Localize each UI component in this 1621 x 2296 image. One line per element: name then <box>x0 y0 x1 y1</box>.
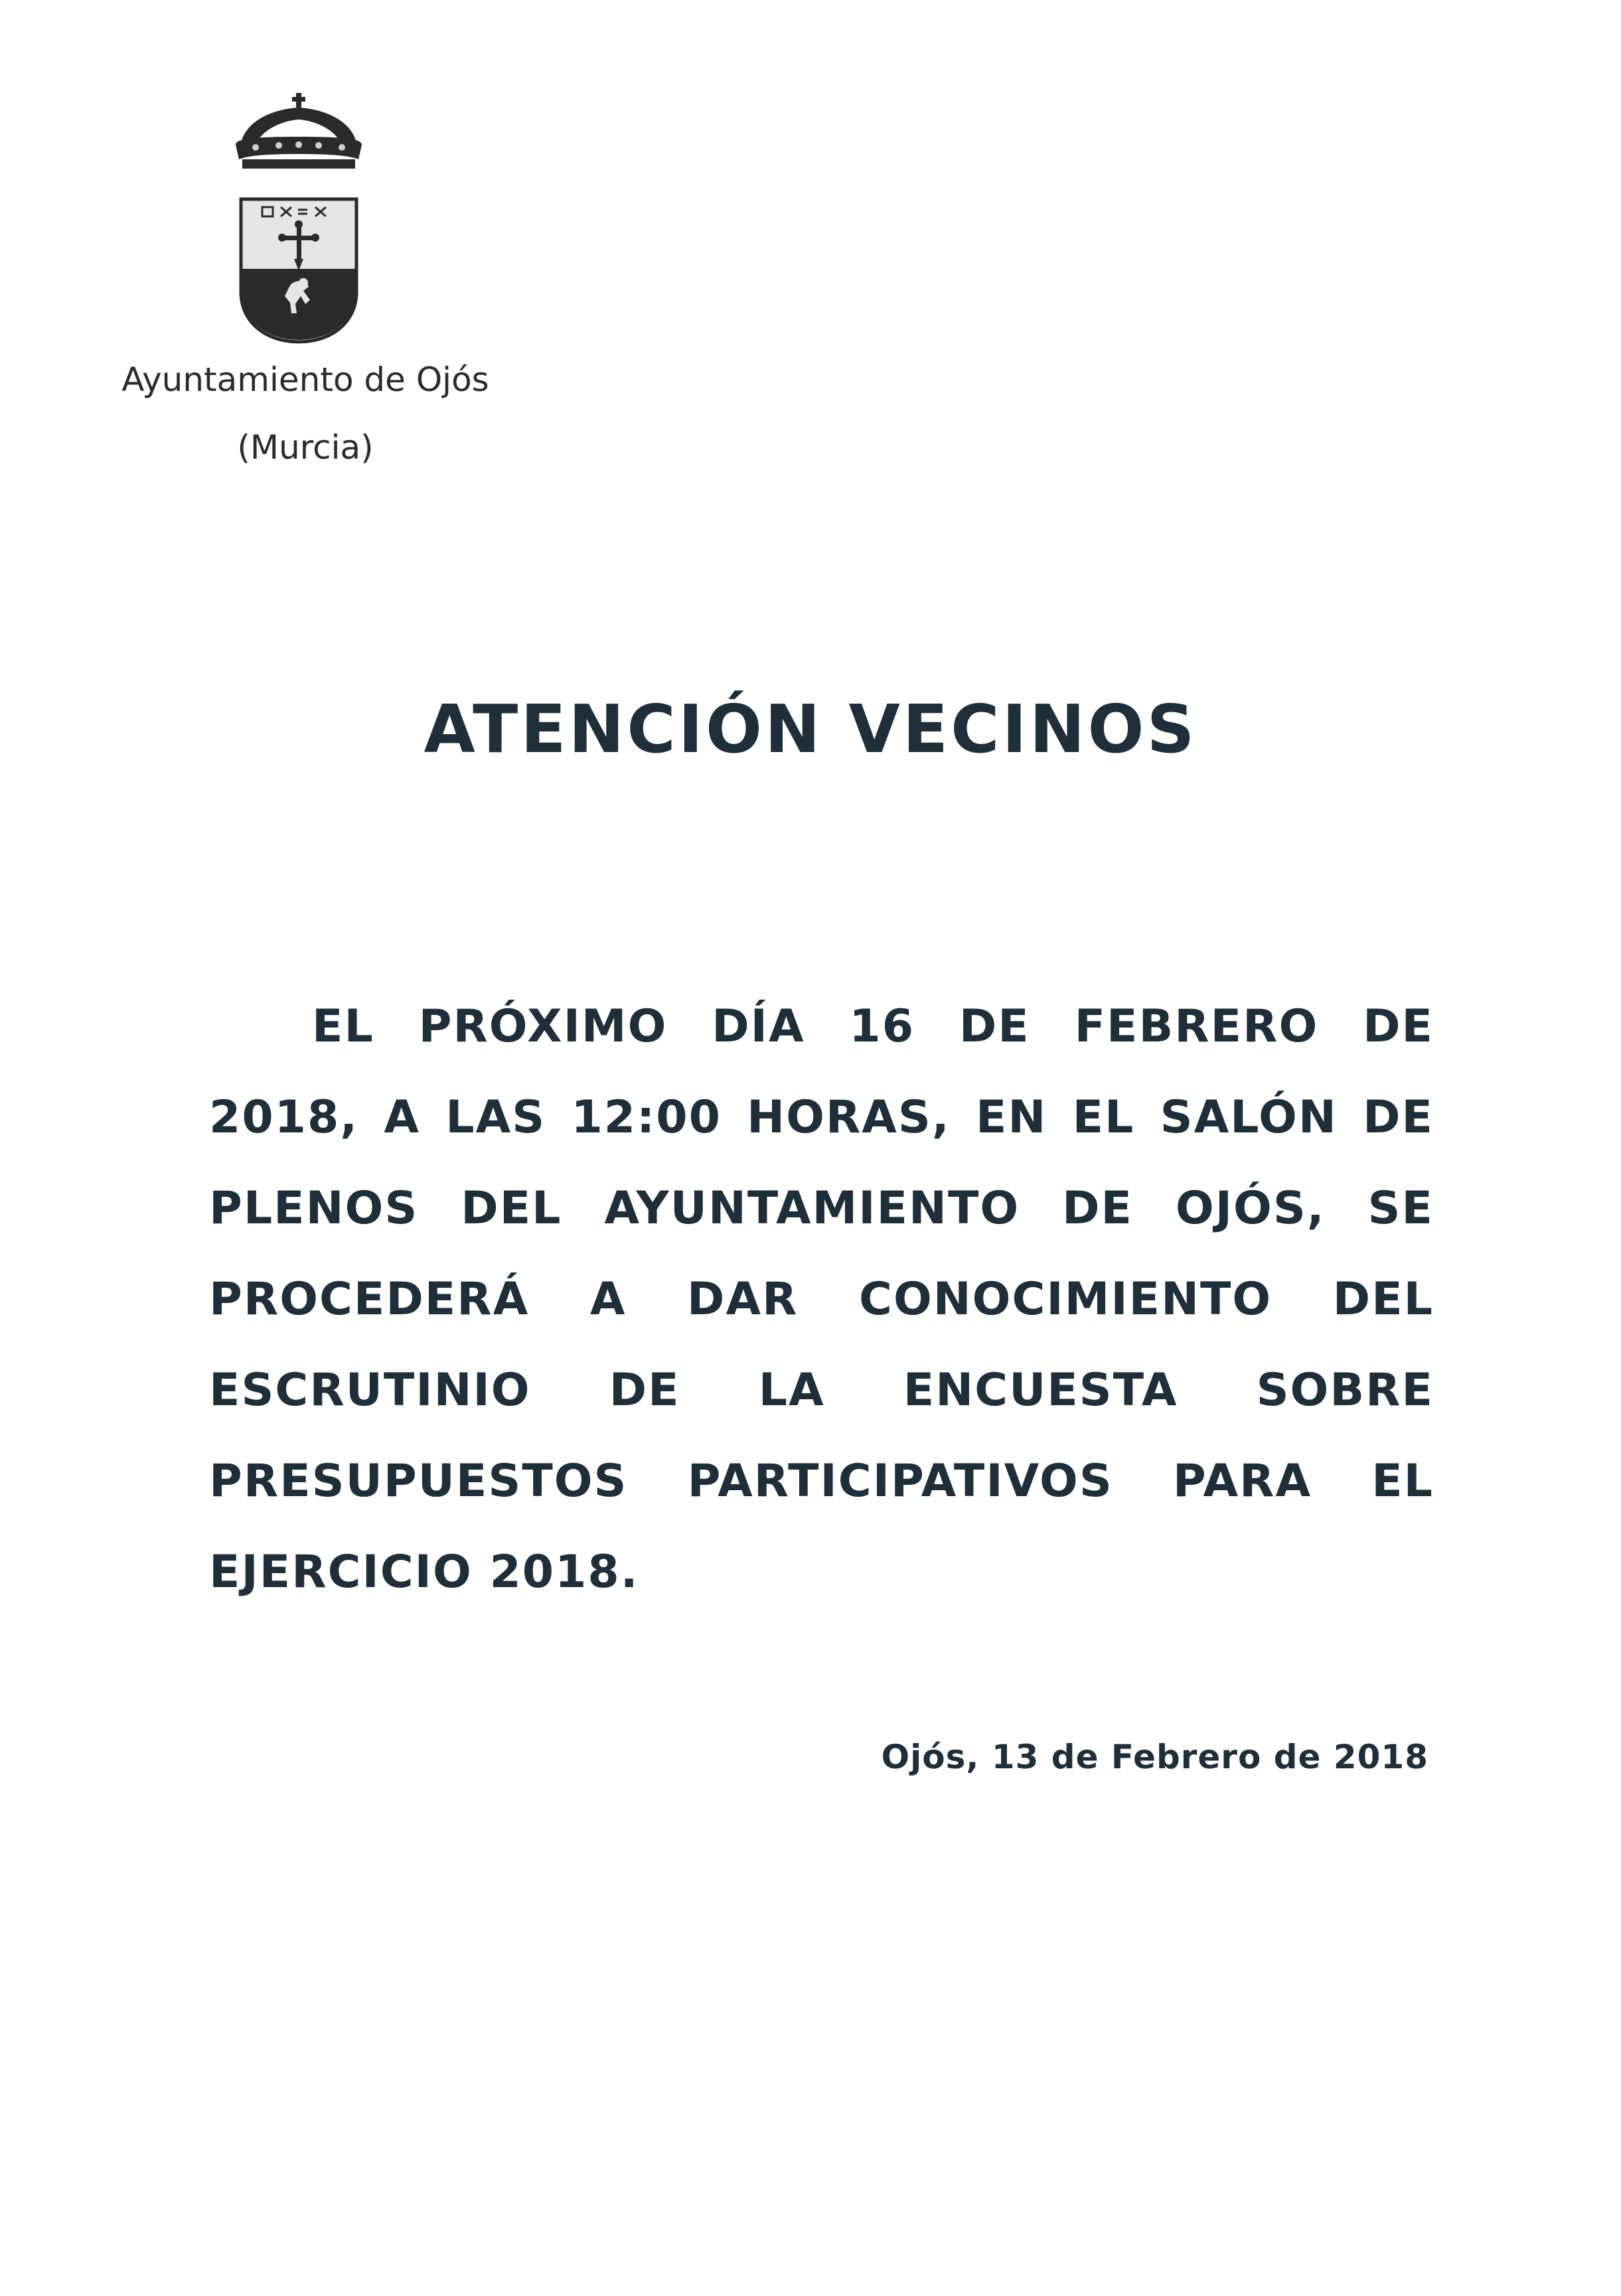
notice-date: Ojós, 13 de Febrero de 2018 <box>881 1738 1428 1776</box>
organization-region: (Murcia) <box>237 428 374 467</box>
notice-body: EL PRÓXIMO DÍA 16 DE FEBRERO DE 2018, A LAS 12:00 HORAS, EN EL SALÓN DE PLENOS DEL AYUNTAMIENTO DE OJÓS, SE PROCEDERÁ A DAR CONOCIMIENTO DEL ESCRUTINIO DE LA ENCUESTA SOBRE PRESUPUESTOS PARTICIPATIVOS PARA EL EJERCICIO 2018. <box>209 1000 1434 1598</box>
organization-name: Ayuntamiento de Ojós <box>121 360 489 399</box>
coat-of-arms-icon <box>229 93 368 345</box>
notice-title: ATENCIÓN VECINOS <box>424 690 1197 768</box>
